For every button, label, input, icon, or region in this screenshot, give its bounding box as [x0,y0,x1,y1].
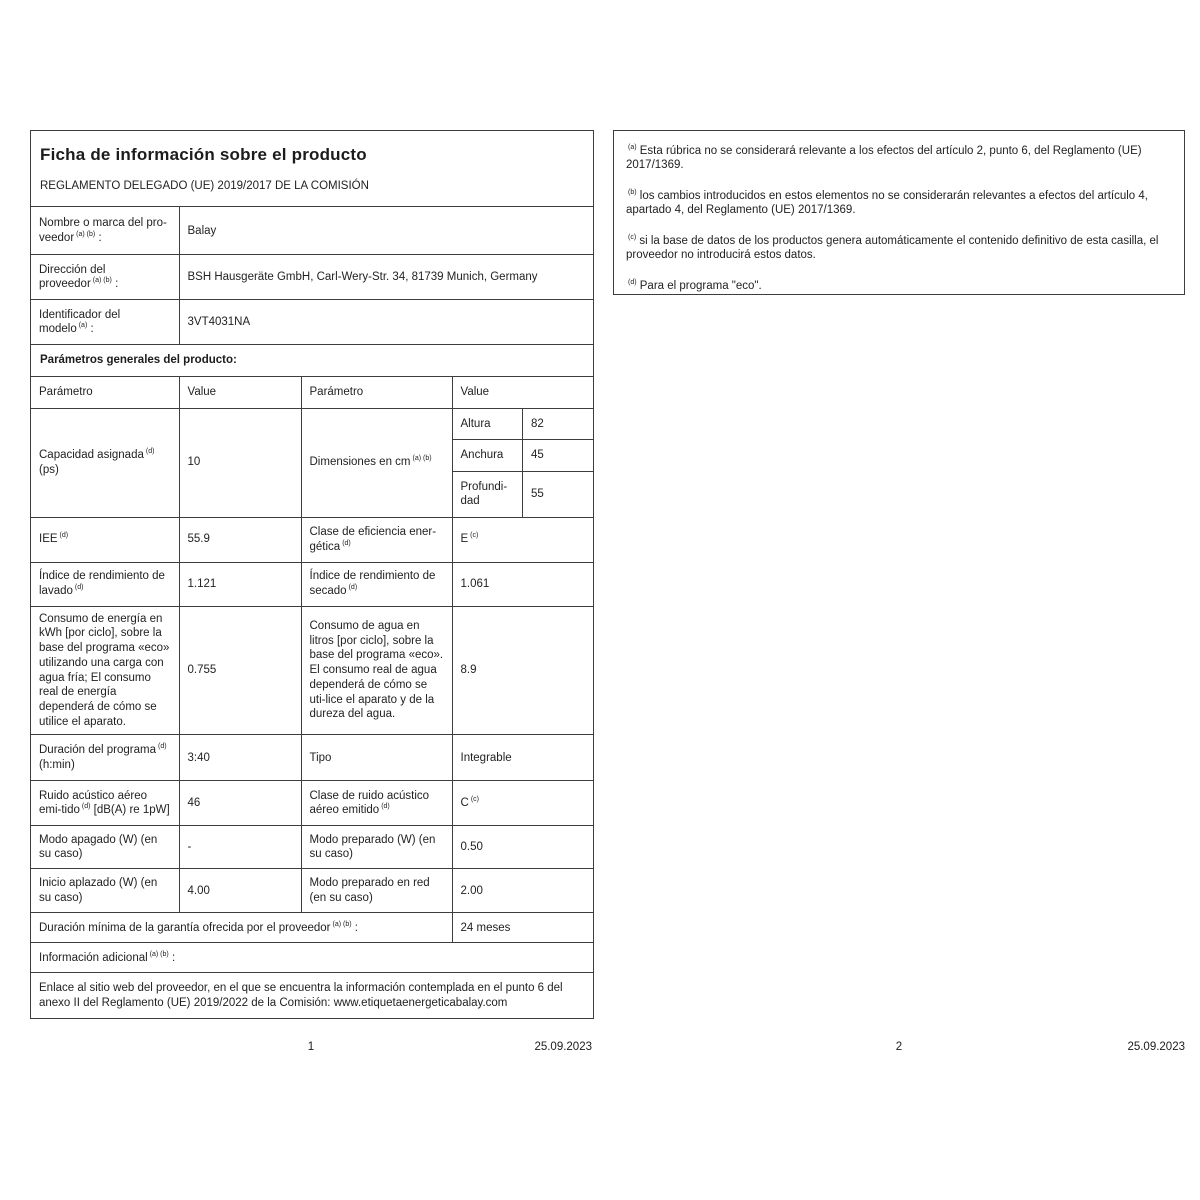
footnote-marker: (a) (b) [412,455,432,463]
dimension-name-cell: Profundi-dad [453,472,523,517]
page-number: 2 [895,1041,903,1053]
footnote-d: $^{(d)}$ Para el programa "eco". [628,278,762,292]
warranty-row [31,913,593,943]
supplier-value-cell: BSH Hausgeräte GmbH, Carl-Wery-Str. 34, 81739 Munich, Germany [179,255,593,300]
regulation-subtitle: REGLAMENTO DELEGADO (UE) 2019/2017 DE LA COMISIÓN [40,179,369,192]
footer-date: 25.09.2023 [534,1041,592,1053]
param-label-cell: Clase de eficiencia ener-gética $^{(d)}$ [301,517,452,562]
footnotes-page-2 [613,130,1185,295]
additional-info-row [31,943,593,973]
param-value-cell: Integrable [452,735,593,781]
supplier-info-table [31,206,593,344]
supplier-link-row [31,973,593,1018]
param-value-cell: 10 [179,408,301,517]
general-parameters-heading: Parámetros generales del producto: [31,344,593,376]
footnote-marker: (d) [381,803,390,811]
param-label-cell: Consumo de agua en litros [por ciclo], sobre la base del programa «eco». El consumo real de agua dependerá de cómo se uti-lice el aparato y de la dureza del agua. [301,606,452,735]
dimension-name-cell: Anchura [453,440,523,472]
param-value-cell: 4.00 [179,869,301,913]
param-label-cell: IEE $^{(d)}$ [31,517,179,562]
param-label-cell: Modo preparado (W) (en su caso) [301,826,452,869]
title-block [31,131,593,206]
parameter-row [31,606,593,735]
product-fiche-page-1 [30,130,594,1019]
param-label-cell: Dimensiones en cm $^{(a) (b)}$ [301,408,452,517]
dimensions-cell [452,408,593,517]
param-value-cell: 55.9 [179,517,301,562]
parameter-row [31,781,593,826]
page-1-footer [30,1040,592,1056]
param-value-cell: 46 [179,781,301,826]
dimension-row [453,409,594,440]
param-label-cell: Duración del programa $^{(d)}$ (h:min) [31,735,179,781]
dimension-row [453,440,594,472]
page-number: 1 [307,1041,315,1053]
param-label-cell: Índice de rendimiento de lavado $^{(d)}$ [31,562,179,606]
parameter-row [31,562,593,606]
supplier-label-cell: Nombre o marca del pro-veedor $^{(a) (b)}$ : [31,207,179,255]
footnote-marker: (d) [348,584,358,592]
param-label-cell: Índice de rendimiento de secado $^{(d)}$ [301,562,452,606]
supplier-row [31,255,593,300]
param-value-cell: 0.50 [452,826,593,869]
footnote-marker: (c) [470,796,479,804]
col-header-value-1: Value [179,376,301,408]
footnote-marker: (d) [157,743,167,751]
footnote-marker: (a) (b) [332,920,352,928]
footnote-marker: (d) [81,803,91,811]
footnote-marker: (c) [470,532,479,540]
additional-info-label-cell: Información adicional $^{(a) (b)}$ : [31,943,593,973]
document-title: Ficha de información sobre el producto [40,145,367,164]
param-label-cell: Tipo [301,735,452,781]
param-value-cell: - [179,826,301,869]
page-2-footer [613,1040,1185,1056]
footnote-marker: (d) [628,278,637,286]
dimension-name-cell: Altura [453,409,523,440]
footnote-marker: (a) (b) [149,950,169,958]
param-label-cell: Ruido acústico aéreo emi-tido $^{(d)}$ [dB(A) re 1pW] [31,781,179,826]
footnote-marker: (d) [145,447,155,455]
warranty-value-cell: 24 meses [452,913,593,943]
footnote-marker: (a) (b) [76,230,96,238]
parameter-row [31,826,593,869]
param-label-cell: Modo apagado (W) (en su caso) [31,826,179,869]
param-label-cell: Capacidad asignada $^{(d)}$ (ps) [31,408,179,517]
footnote-marker: (a) (b) [92,277,112,285]
supplier-value-cell: 3VT4031NA [179,300,593,344]
parameters-table [31,376,593,1018]
parameter-row [31,517,593,562]
footnote-c: $^{(c)}$ si la base de datos de los productos genera automáticamente el contenido definitivo de esta casilla, el proveedor no introducirá estos datos. [626,233,1159,262]
footnote-marker: (d) [59,532,69,540]
param-value-cell: E $^{(c)}$ [452,517,593,562]
footnote-marker: (c) [628,233,637,241]
dimensions-subtable [453,409,594,517]
parameter-row [31,869,593,913]
footnote-marker: (d) [342,539,351,547]
footnote-marker: (d) [74,584,84,592]
param-label-cell: Consumo de energía en kWh [por ciclo], sobre la base del programa «eco» utilizando una carga con agua fría; El consumo real de energía dependerá de cómo se utilice el aparato. [31,606,179,735]
supplier-label-cell: Identificador del modelo $^{(a)}$ : [31,300,179,344]
dimension-value-cell: 82 [523,409,594,440]
footnote-marker: (b) [628,188,637,196]
supplier-row [31,207,593,255]
param-value-cell: 0.755 [179,606,301,735]
param-label-cell: Modo preparado en red (en su caso) [301,869,452,913]
col-header-parametro-2: Parámetro [301,376,452,408]
supplier-value-cell: Balay [179,207,593,255]
parameter-row [31,735,593,781]
dimension-value-cell: 55 [523,472,594,517]
supplier-label-cell: Dirección del proveedor $^{(a) (b)}$ : [31,255,179,300]
supplier-row [31,300,593,344]
footnote-a: $^{(a)}$ Esta rúbrica no se considerará relevante a los efectos del artículo 2, punto 6, del Reglamento (UE) 2017/1369. [626,144,1142,172]
col-header-value-2: Value [452,376,593,408]
param-value-cell: 2.00 [452,869,593,913]
dimension-row [453,472,594,517]
param-value-cell: C $^{(c)}$ [452,781,593,826]
footnote-marker: (a) [78,322,88,330]
param-label-cell: Inicio aplazado (W) (en su caso) [31,869,179,913]
parameters-header-row [31,376,593,408]
supplier-link-cell: Enlace al sitio web del proveedor, en el que se encuentra la información contemplada en el punto 6 del anexo II del Reglamento (UE) 2019/2022 de la Comisión: www.etiquetaenergeticabalay.com [31,973,593,1018]
param-value-cell: 1.121 [179,562,301,606]
footer-date: 25.09.2023 [1127,1041,1185,1053]
param-value-cell: 8.9 [452,606,593,735]
col-header-parametro-1: Parámetro [31,376,179,408]
capacity-dimensions-row [31,408,593,517]
warranty-label-cell: Duración mínima de la garantía ofrecida por el proveedor $^{(a) (b)}$ : [31,913,452,943]
param-label-cell: Clase de ruido acústico aéreo emitido $^{(d)}$ [301,781,452,826]
dimension-value-cell: 45 [523,440,594,472]
footnote-marker: (a) [628,144,637,151]
param-value-cell: 1.061 [452,562,593,606]
param-value-cell: 3:40 [179,735,301,781]
footnote-b: $^{(b)}$ los cambios introducidos en estos elementos no se considerarán relevantes a efectos del artículo 4, apartado 4, del Reglamento (UE) 2017/1369. [626,188,1148,217]
